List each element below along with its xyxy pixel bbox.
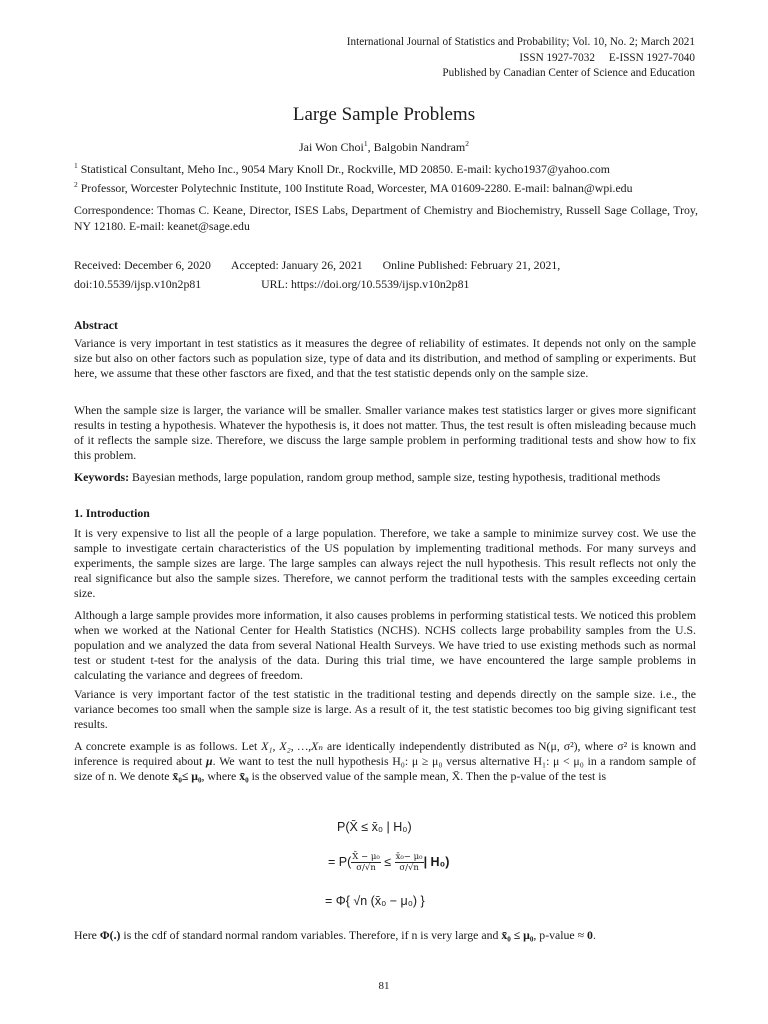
received-date: Received: December 6, 2020 xyxy=(74,258,211,272)
affiliation-2-text: Professor, Worcester Polytechnic Institute, 100 Institute Road, Worcester, MA 01609-2280. E-mail: balnan@wpi.edu xyxy=(77,181,633,195)
equation-2-suffix: | H₀) xyxy=(423,854,450,869)
affiliation-1-mark: 1 xyxy=(74,161,78,170)
intro-p4-text-e: is the observed value of the sample mean, X̄. Then the p-value of the test is xyxy=(248,769,607,783)
equation-2-fraction-1 xyxy=(351,852,381,873)
doi: doi:10.5539/ijsp.v10n2p81 xyxy=(74,277,202,291)
accepted-date: Accepted: January 26, 2021 xyxy=(230,258,363,272)
author-2: Balgobin Nandram xyxy=(373,140,466,154)
intro-paragraph-2: Although a large sample provides more information, it also causes problems in performing statistical tests. We noticed this problem when we worked at the National Center for Health Statistics (NCHS). NCHS collects large probability samples from the U.S. population and we analyzed the data from several National Health Surveys. We have tried to use existing methods such as normal test or student t-test for the analysis of the data. During this trial time, we have encountered the large sample problems in calculating the variance and degrees of freedom. xyxy=(74,608,696,682)
journal-issn: ISSN 1927-7032 E-ISSN 1927-7040 xyxy=(519,51,695,64)
closing-inequality: x̄₀ ≤ μ₀ xyxy=(501,928,534,942)
affiliation-1 xyxy=(74,161,698,177)
journal-citation: International Journal of Statistics and Probability; Vol. 10, No. 2; March 2021 xyxy=(346,36,695,48)
intro-p4-text-a: A concrete example is as follows. Let xyxy=(74,739,262,753)
equation-3: = Φ{ √n (x̄₀ − μ₀) } xyxy=(325,894,425,908)
intro-paragraph-3: Variance is very important factor of the test statistic in the traditional testing and depends directly on the sample size. i.e., the variance becomes too small when the sample size is large. As a result of it, the test statistic becomes too big giving significant test results. xyxy=(74,687,696,731)
author-2-mark: 2 xyxy=(465,139,469,148)
intro-p4-text-d: , where xyxy=(201,769,240,783)
abstract-heading: Abstract xyxy=(74,318,118,332)
page-number: 81 xyxy=(378,980,390,992)
closing-text-b: is the cdf of standard normal random variables. Therefore, if n is very large and xyxy=(120,928,502,942)
affiliation-2 xyxy=(74,180,698,196)
online-date: Online Published: February 21, 2021, xyxy=(382,258,561,272)
abstract-paragraph-2: When the sample size is larger, the variance will be smaller. Smaller variance makes test statistics larger or gives more significant results in testing a hypothesis. Whatever the hypothesis is, it does not matter. Thus, the test result is often misleading because much of it reflects the sample size. Therefore, we discuss the large sample problem in performing traditional tests and show how to fix this problem. xyxy=(74,403,696,462)
keywords-label: Keywords: xyxy=(74,470,130,484)
paper-title: Large Sample Problems xyxy=(292,104,476,125)
intro-p4-inequality: x̄₀≤ μ₀ xyxy=(172,769,202,783)
intro-p4-text-b: are identically independently distributed as N(μ, σ²), where σ² is known and inference is required about xyxy=(74,739,696,768)
journal-publisher: Published by Canadian Center of Science and Education xyxy=(442,67,695,79)
closing-text-c: , p-value ≈ xyxy=(533,928,588,942)
journal-header xyxy=(347,35,695,82)
closing-paragraph xyxy=(74,928,696,943)
intro-p4-text-c: . We want to test the null hypothesis H₀: μ ≥ μ₀ versus alternative H₁: μ < μ₀ in a random sample of size of n. We denote xyxy=(74,754,696,783)
correspondence: Correspondence: Thomas C. Keane, Director, ISES Labs, Department of Chemistry and Biochemistry, Russell Sage Collage, Troy, NY 12180. E-mail: keanet@sage.edu xyxy=(74,203,698,233)
closing-phi: Φ(.) xyxy=(99,928,121,942)
equation-1: P(X̄ ≤ x̄₀ | H₀) xyxy=(337,820,412,834)
intro-paragraph-4 xyxy=(74,739,696,784)
equation-2-leq: ≤ xyxy=(380,854,395,869)
doi-url[interactable]: URL: https://doi.org/10.5539/ijsp.v10n2p81 xyxy=(261,277,470,291)
author-1-mark: 1 xyxy=(363,139,368,148)
intro-p4-mu: μ xyxy=(206,754,213,768)
closing-text-a: Here xyxy=(74,928,100,942)
author-separator: , xyxy=(367,140,374,154)
dates-line xyxy=(74,257,698,273)
equation-2-denominator-2: σ/√n xyxy=(399,863,419,873)
affiliation-2-mark: 2 xyxy=(74,180,78,189)
equation-2 xyxy=(328,852,449,873)
author-line xyxy=(0,140,768,155)
closing-zero: 0 xyxy=(587,928,593,942)
equation-2-numerator-1: X̄ − μ₀ xyxy=(352,852,380,862)
equation-2-prefix: = P( xyxy=(328,854,352,869)
intro-p4-x0: x̄₀ xyxy=(239,769,249,783)
doi-line xyxy=(74,276,698,292)
intro-p4-variables: X₁, X₂, …,Xₙ xyxy=(261,739,324,753)
closing-text-d: . xyxy=(592,928,596,942)
equation-2-fraction-2 xyxy=(395,852,424,873)
keywords-text: Bayesian methods, large population, random group method, sample size, testing hypothesis, traditional methods xyxy=(129,470,661,484)
section-heading-introduction: 1. Introduction xyxy=(74,506,150,520)
equation-2-numerator-2: x̄₀− μ₀ xyxy=(395,852,423,862)
intro-paragraph-1: It is very expensive to list all the people of a large population. Therefore, we take a sample to minimize survey cost. We use the sample to investigate certain characteristics of the US population by implementing traditional methods. For many surveys and experiments, the sample sizes are large. The large samples can always reject the null hypothesis. This result reflects not only the real significance but also the sample sizes. Therefore, we cannot perform the traditional tests with the samples exceeding certain size. xyxy=(74,526,696,600)
abstract-paragraph-1: Variance is very important in test statistics as it measures the degree of reliability of estimates. It depends not only on the sample size but also on other factors such as population size, type of data and its distribution, and method of sampling or experiments. But here, we assume that these other fasctors are fixed, and that the test statistic depends only on the sample size. xyxy=(74,336,696,380)
equation-2-denominator-1: σ/√n xyxy=(356,863,376,873)
author-1: Jai Won Choi xyxy=(299,140,364,154)
affiliation-1-text: Statistical Consultant, Meho Inc., 9054 Mary Knoll Dr., Rockville, MD 20850. E-mail: kycho1937@yahoo.com xyxy=(77,162,610,176)
keywords xyxy=(74,470,696,485)
